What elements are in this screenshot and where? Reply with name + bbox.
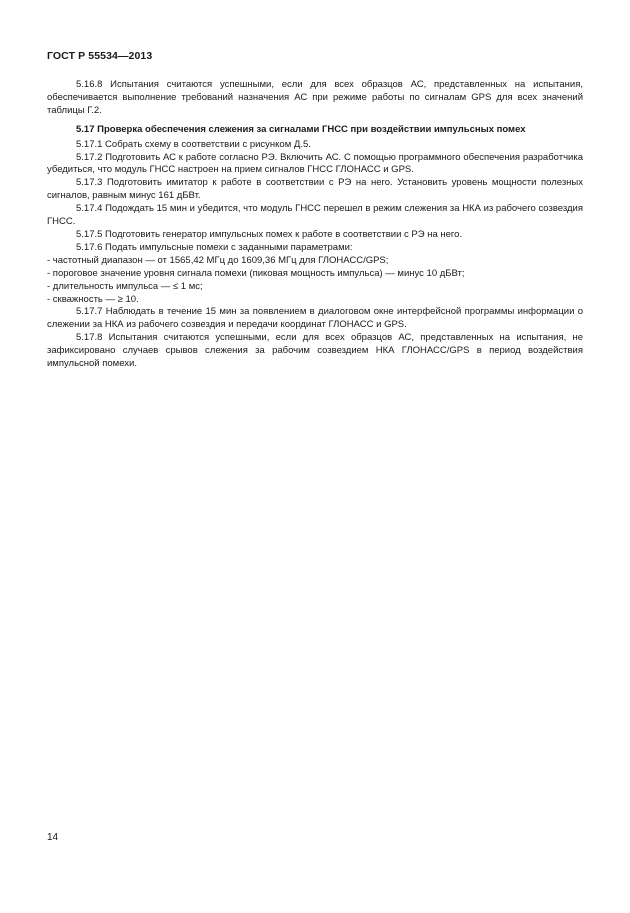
paragraph-5-17-1: 5.17.1 Собрать схему в соответствии с рисунком Д.5. xyxy=(76,138,311,150)
paragraph-5-17-5: 5.17.5 Подготовить генератор импульсных помех к работе в соответствии с РЭ на него. xyxy=(76,228,463,240)
paragraph-5-17-8: 5.17.8 Испытания считаются успешными, если для всех образцов АС, представленных на испытания, не зафиксировано случаев срывов слежения за рабочим созвездием НКА ГЛОНАСС/GPS в период воздействия импульсной помехи. xyxy=(47,332,583,370)
list-item-frequency-range: - частотный диапазон — от 1565,42 МГц до 1609,36 МГц для ГЛОНАСС/GPS; xyxy=(47,254,389,266)
paragraph-5-17-7: 5.17.7 Наблюдать в течение 15 мин за появлением в диалоговом окне интерфейсной программы информации о слежении за НКА из рабочего созвездия и передачи координат ГЛОНАСС и GPS. xyxy=(47,306,583,331)
page-number: 14 xyxy=(47,832,59,843)
paragraph-5-17-3: 5.17.3 Подготовить имитатор к работе в соответствии с РЭ на него. Установить уровень мощности полезных сигналов, равным минус 161 дБВт. xyxy=(47,177,583,202)
paragraph-5-16-8: 5.16.8 Испытания считаются успешными, если для всех образцов АС, представленных на испытания, обеспечивается выполнение требований назначения АС при режиме работы по сигналам GPS для всех значений таблицы Г.2. xyxy=(47,79,583,116)
paragraph-5-17-6: 5.17.6 Подать импульсные помехи с заданными параметрами: xyxy=(76,241,353,253)
document-body xyxy=(47,79,583,371)
list-item-duty-cycle: - скважность — ≥ 10. xyxy=(47,293,139,305)
list-item-threshold-level: - пороговое значение уровня сигнала помехи (пиковая мощность импульса) — минус 10 дБВт; xyxy=(47,267,465,279)
list-item-pulse-duration: - длительность импульса — ≤ 1 мс; xyxy=(47,280,203,292)
paragraph-5-17-4: 5.17.4 Подождать 15 мин и убедится, что модуль ГНСС перешел в режим слежения за НКА из рабочего созвездия ГНСС. xyxy=(47,203,583,228)
section-heading-5-17: 5.17 Проверка обеспечения слежения за сигналами ГНСС при воздействии импульсных помех xyxy=(76,123,526,135)
document-header: ГОСТ Р 55534—2013 xyxy=(47,50,153,62)
paragraph-5-17-2: 5.17.2 Подготовить АС к работе согласно РЭ. Включить АС. С помощью программного обеспечения разработчика убедиться, что модуль ГНСС настроен на прием сигналов ГНСС ГЛОНАСС и GPS. xyxy=(47,151,583,176)
